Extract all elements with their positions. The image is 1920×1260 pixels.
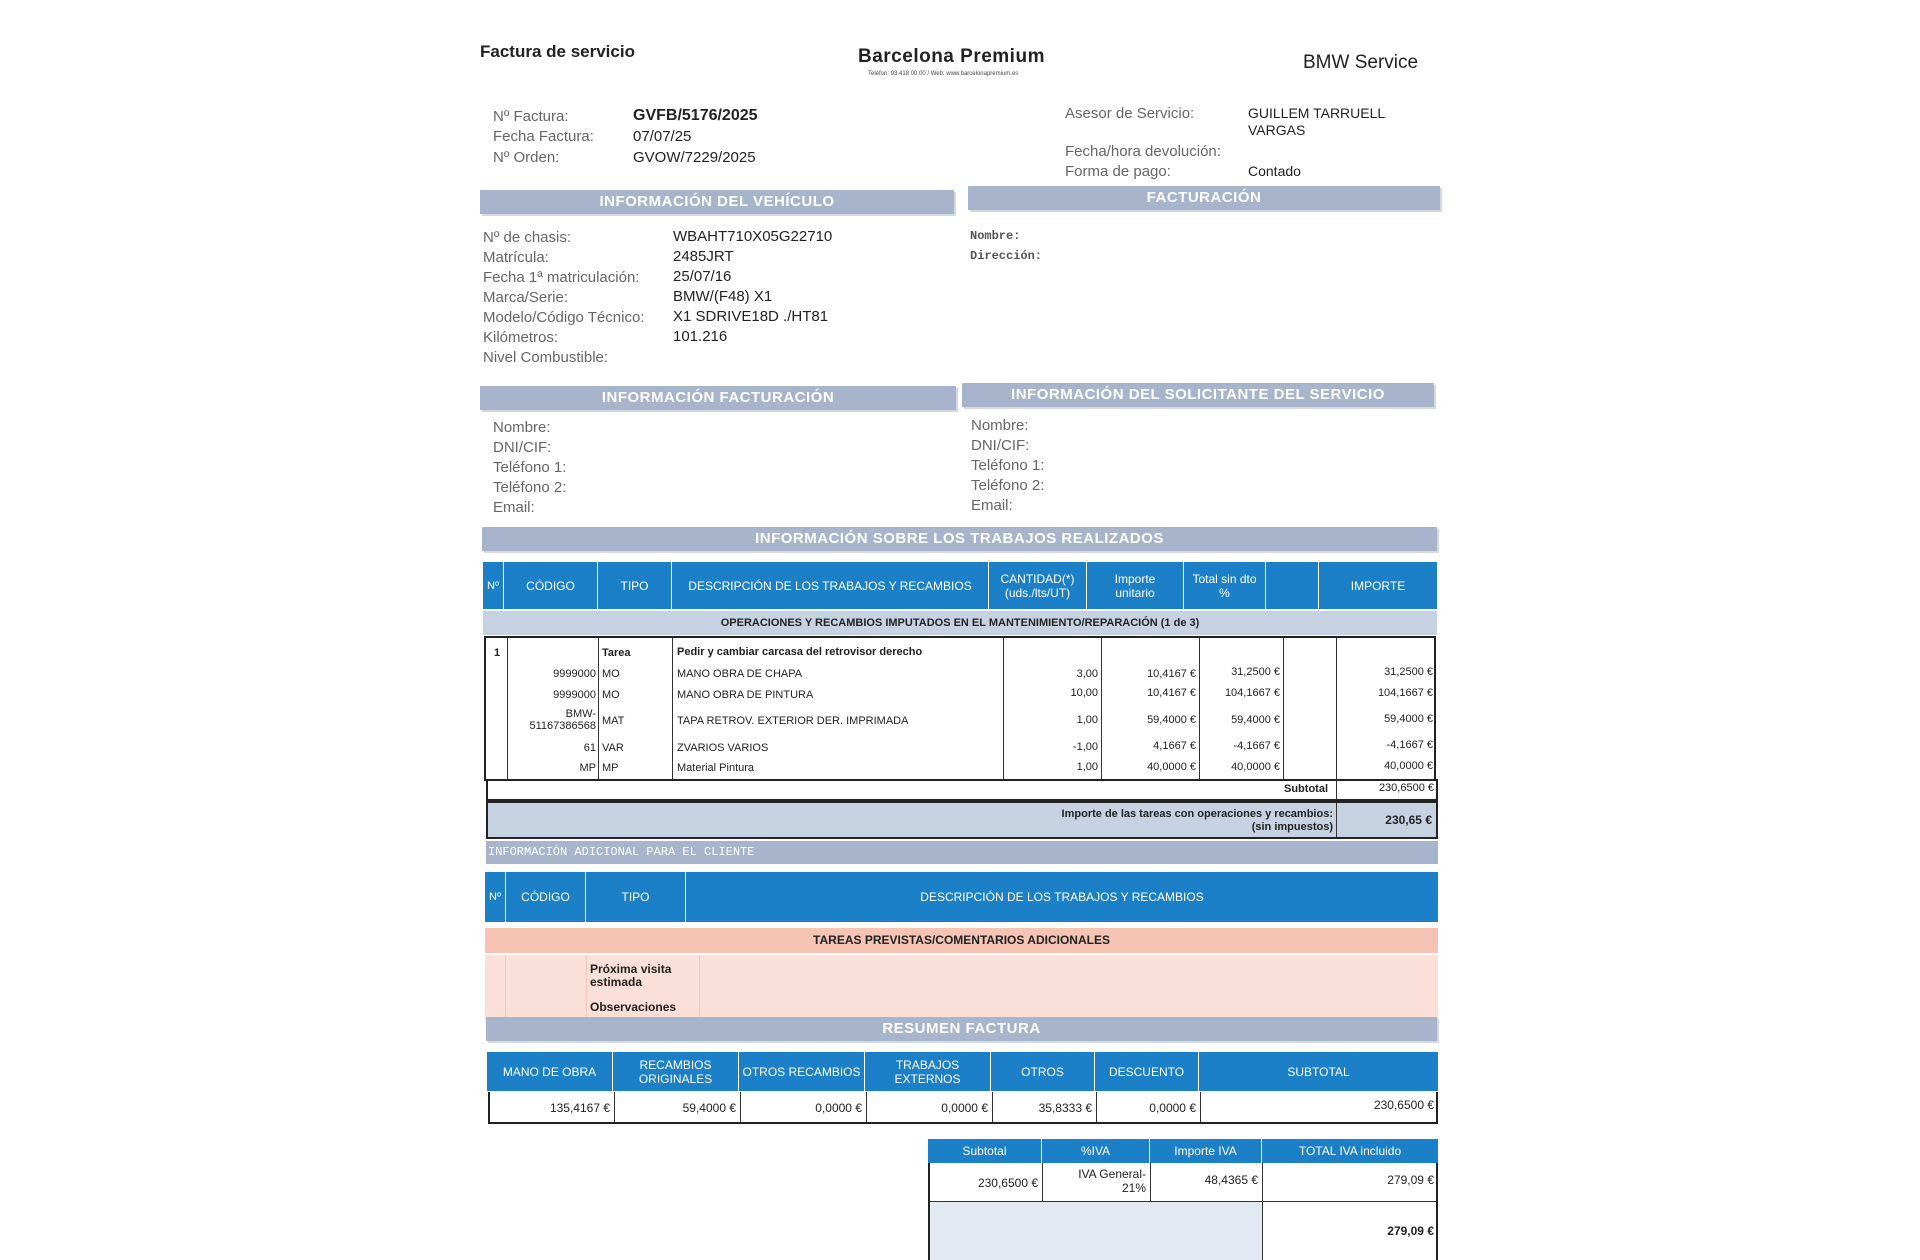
col-header-text: OTROS RECAMBIOS	[742, 1064, 861, 1079]
summary-original-parts: 59,4000 €	[682, 1101, 736, 1115]
next-visit-label-1: Próxima visita	[590, 962, 672, 976]
vehicle-value: 2485JRT	[673, 248, 734, 265]
col-header-text: TIPO	[620, 578, 649, 593]
vat-subtotal: 230,6500 €	[977, 1176, 1038, 1190]
line-code: 9999000	[553, 689, 596, 701]
summary-heading	[486, 1017, 1437, 1041]
line-total: 31,2500 €	[1231, 666, 1280, 678]
requester-label: Teléfono 1:	[971, 457, 1045, 474]
line-type: VAR	[602, 742, 624, 754]
col-header	[613, 1052, 739, 1091]
subtotal-label: Subtotal	[1284, 783, 1328, 795]
vat-table	[928, 1163, 1438, 1260]
summary-labor: 135,4167 €	[549, 1101, 610, 1115]
vehicle-value: X1 SDRIVE18D ./HT81	[673, 308, 829, 325]
line-description: MANO OBRA DE PINTURA	[677, 689, 814, 701]
observations-label: Observaciones	[590, 1000, 677, 1014]
summary-other: 35,8333 €	[1038, 1101, 1092, 1115]
billing-heading-text: FACTURACIÓN	[1146, 189, 1262, 206]
vehicle-label: Modelo/Código Técnico:	[483, 309, 645, 326]
col-header	[1042, 1139, 1150, 1163]
line-unit-price: 4,1667 €	[1153, 740, 1196, 752]
vat-rate-2: 21%	[1121, 1181, 1146, 1195]
line-quantity: 10,00	[1070, 687, 1098, 699]
vehicle-heading	[480, 190, 954, 214]
divider	[1150, 1163, 1151, 1201]
payment-method: Contado	[1248, 163, 1301, 179]
col-header-text: TIPO	[621, 890, 650, 904]
vehicle-label: Fecha 1ª matriculación:	[483, 269, 640, 286]
summary-discount: 0,0000 €	[1149, 1101, 1196, 1115]
advisor-label: Asesor de Servicio:	[1065, 105, 1195, 122]
task-number: 1	[494, 647, 501, 659]
line-amount: 59,4000 €	[1384, 713, 1433, 725]
vehicle-label: Kilómetros:	[483, 329, 559, 346]
col-header-text: Nº	[489, 891, 501, 903]
order-number: GVOW/7229/2025	[633, 149, 756, 166]
vehicle-label: Nº de chasis:	[483, 229, 572, 246]
divider	[740, 1092, 741, 1122]
vehicle-heading-text: INFORMACIÓN DEL VEHÍCULO	[599, 193, 835, 210]
line-total: -4,1667 €	[1233, 740, 1280, 752]
works-total-value: 230,65 €	[1385, 813, 1432, 827]
col-header-text: DESCRIPCIÓN DE LOS TRABAJOS Y RECAMBIOS	[920, 890, 1204, 904]
col-header	[598, 562, 672, 609]
summary-subtotal: 230,6500 €	[1373, 1098, 1434, 1112]
task-type: Tarea	[602, 647, 631, 659]
col-header	[1199, 1052, 1438, 1091]
line-amount: 31,2500 €	[1384, 666, 1433, 678]
billing-info-label: Teléfono 2:	[493, 479, 567, 496]
invoice-date-label: Fecha Factura:	[493, 128, 594, 145]
col-header	[1150, 1139, 1262, 1163]
order-number-label: Nº Orden:	[493, 149, 560, 166]
invoice-number: GVFB/5176/2025	[633, 107, 758, 124]
divider	[672, 638, 673, 779]
line-type: MP	[602, 762, 619, 774]
summary-table	[488, 1092, 1438, 1124]
line-code: 61	[583, 742, 596, 754]
col-header	[739, 1052, 865, 1091]
line-unit-price: 40,0000 €	[1147, 761, 1196, 773]
divider	[1262, 1163, 1263, 1260]
payment-label: Forma de pago:	[1065, 163, 1171, 180]
vehicle-value: WBAHT710X05G22710	[673, 228, 833, 245]
col-header	[1262, 1139, 1438, 1163]
line-description: MANO OBRA DE CHAPA	[677, 668, 803, 680]
requester-label: Teléfono 2:	[971, 477, 1045, 494]
line-type: MAT	[602, 715, 625, 727]
billing-name-label: Nombre:	[970, 229, 1021, 243]
subtotal-value: 230,6500 €	[1378, 782, 1434, 794]
summary-external: 0,0000 €	[941, 1101, 988, 1115]
line-code: 9999000	[553, 668, 596, 680]
divider	[699, 955, 700, 1021]
line-amount: 40,0000 €	[1384, 760, 1433, 772]
divider	[992, 1092, 993, 1122]
additional-heading	[486, 841, 1438, 864]
vat-rate-1: IVA General-	[1078, 1167, 1146, 1181]
divider	[598, 638, 599, 779]
divider	[586, 955, 587, 1021]
col-header-text: IMPORTE	[1350, 578, 1406, 593]
grand-total: 279,09 €	[1387, 1224, 1434, 1238]
brand-contact: Teléfon: 93 418 00 00 / Web: www.barcelonapremium.es	[868, 71, 1019, 77]
col-header	[865, 1052, 991, 1091]
line-type: MO	[602, 689, 620, 701]
col-header-text: OTROS	[1021, 1064, 1064, 1079]
works-table	[484, 636, 1436, 781]
line-total: 104,1667 €	[1224, 687, 1280, 699]
line-unit-price: 59,4000 €	[1147, 714, 1196, 726]
line-quantity: -1,00	[1072, 741, 1098, 753]
billing-info-label: DNI/CIF:	[493, 439, 552, 456]
billing-info-heading	[480, 386, 956, 410]
divider	[1336, 779, 1337, 799]
works-heading-text: INFORMACIÓN SOBRE LOS TRABAJOS REALIZADOS	[755, 530, 1164, 547]
works-section-label	[483, 611, 1437, 635]
billing-address-label: Dirección:	[970, 249, 1043, 263]
col-header	[506, 872, 586, 922]
vehicle-value: BMW/(F48) X1	[673, 288, 773, 305]
works-total-row	[486, 801, 1438, 839]
col-header	[1184, 562, 1266, 609]
col-header-text: Importe IVA	[1174, 1144, 1237, 1158]
billing-info-heading-text: INFORMACIÓN FACTURACIÓN	[601, 389, 835, 406]
col-header	[991, 1052, 1095, 1091]
col-header	[928, 1139, 1042, 1163]
planned-tasks-body	[485, 955, 1438, 1021]
col-header-text: CÓDIGO	[521, 890, 570, 904]
divider	[507, 638, 508, 779]
col-header	[487, 1052, 613, 1091]
col-header-text: TOTAL IVA incluido	[1298, 1144, 1402, 1158]
vehicle-value: 101.216	[673, 328, 728, 345]
invoice-number-label: Nº Factura:	[493, 108, 569, 125]
line-quantity: 1,00	[1076, 761, 1098, 773]
col-header-text: MANO DE OBRA	[502, 1064, 597, 1079]
works-heading	[482, 527, 1437, 551]
divider	[1199, 638, 1200, 779]
brand-logo: Barcelona Premium	[858, 46, 1045, 67]
additional-table-header	[485, 872, 1438, 922]
planned-tasks-header	[485, 928, 1438, 953]
summary-heading-text: RESUMEN FACTURA	[882, 1020, 1041, 1037]
vat-amount: 48,4365 €	[1204, 1173, 1258, 1187]
line-quantity: 3,00	[1076, 668, 1098, 680]
divider	[505, 955, 506, 1021]
divider	[930, 1201, 1436, 1202]
requester-label: Nombre:	[971, 417, 1029, 434]
col-header-text: DESCUENTO	[1108, 1064, 1185, 1079]
line-unit-price: 10,4167 €	[1147, 687, 1196, 699]
col-header-text: SUBTOTAL	[1287, 1064, 1350, 1079]
col-header-text: %IVA	[1080, 1144, 1111, 1158]
col-header	[586, 872, 686, 922]
requester-heading	[962, 383, 1434, 407]
vat-total: 279,09 €	[1387, 1173, 1434, 1187]
divider	[1003, 638, 1004, 779]
col-header	[989, 562, 1087, 609]
invoice-date: 07/07/25	[633, 128, 692, 145]
line-description: ZVARIOS VARIOS	[677, 742, 769, 754]
col-header-text: TRABAJOS EXTERNOS	[894, 1057, 961, 1086]
summary-other-parts: 0,0000 €	[815, 1101, 862, 1115]
billing-info-label: Nombre:	[493, 419, 551, 436]
line-description: Material Pintura	[677, 762, 755, 774]
col-header	[1087, 562, 1184, 609]
divider	[1096, 1092, 1097, 1122]
col-header-text: DESCRIPCIÓN DE LOS TRABAJOS Y RECAMBIOS	[688, 578, 972, 593]
col-header-text: CANTIDAD(*) (uds./lts/UT)	[1000, 571, 1075, 600]
col-header-text: Total sin dto %	[1192, 571, 1257, 600]
advisor-name-1: GUILLEM TARRUELL	[1248, 105, 1386, 121]
billing-info-label: Teléfono 1:	[493, 459, 567, 476]
line-amount: 104,1667 €	[1377, 687, 1433, 699]
return-date-label: Fecha/hora devolución:	[1065, 143, 1221, 160]
divider	[1200, 1092, 1201, 1122]
col-header-text: RECAMBIOS ORIGINALES	[638, 1057, 713, 1086]
col-header	[672, 562, 989, 609]
divider	[1336, 638, 1337, 779]
line-code: BMW- 51167386568	[529, 708, 596, 732]
divider	[614, 1092, 615, 1122]
vehicle-label: Marca/Serie:	[483, 289, 569, 306]
works-total-label-1: Importe de las tareas con operaciones y recambios:	[1061, 808, 1333, 820]
line-total: 40,0000 €	[1231, 761, 1280, 773]
col-header-text: CÓDIGO	[526, 578, 575, 593]
task-description: Pedir y cambiar carcasa del retrovisor derecho	[677, 646, 923, 658]
service-label: BMW Service	[1303, 52, 1419, 73]
col-header	[504, 562, 598, 609]
vat-table-header	[928, 1139, 1438, 1163]
col-header	[483, 562, 504, 609]
line-quantity: 1,00	[1076, 714, 1098, 726]
line-type: MO	[602, 668, 620, 680]
vehicle-label: Matrícula:	[483, 249, 549, 266]
billing-info-label: Email:	[493, 499, 535, 516]
additional-heading-text: INFORMACIÓN ADICIONAL PARA EL CLIENTE	[488, 845, 755, 859]
next-visit-label-2: estimada	[590, 975, 643, 989]
line-unit-price: 10,4167 €	[1147, 668, 1196, 680]
divider	[1101, 638, 1102, 779]
col-header	[1095, 1052, 1199, 1091]
col-header	[485, 872, 506, 922]
col-header	[686, 872, 1438, 922]
works-section-label-text: OPERACIONES Y RECAMBIOS IMPUTADOS EN EL MANTENIMIENTO/REPARACIÓN (1 de 3)	[720, 617, 1200, 629]
billing-heading	[968, 186, 1440, 210]
line-total: 59,4000 €	[1231, 714, 1280, 726]
divider	[1042, 1163, 1043, 1201]
vehicle-value: 25/07/16	[673, 268, 732, 285]
requester-label: Email:	[971, 497, 1013, 514]
document-title: Factura de servicio	[480, 42, 635, 61]
divider	[1283, 638, 1284, 779]
vat-total-background	[930, 1201, 1263, 1260]
line-amount: -4,1667 €	[1386, 739, 1433, 751]
requester-heading-text: INFORMACIÓN DEL SOLICITANTE DEL SERVICIO	[1011, 386, 1385, 403]
divider	[1336, 803, 1337, 837]
works-subtotal-row	[486, 779, 1438, 801]
col-header-text: Subtotal	[962, 1144, 1007, 1158]
vehicle-label: Nivel Combustible:	[483, 349, 609, 366]
works-table-header	[483, 562, 1437, 609]
works-total-label-2: (sin impuestos)	[1251, 821, 1333, 833]
planned-tasks-header-text: TAREAS PREVISTAS/COMENTARIOS ADICIONALES	[813, 933, 1110, 947]
col-header	[1319, 562, 1437, 609]
summary-table-header	[487, 1052, 1438, 1091]
requester-label: DNI/CIF:	[971, 437, 1030, 454]
col-header-text: Importe unitario	[1114, 571, 1156, 600]
col-header	[1266, 562, 1319, 609]
col-header-text: Nº	[487, 579, 499, 592]
line-description: TAPA RETROV. EXTERIOR DER. IMPRIMADA	[677, 715, 909, 727]
advisor-name-2: VARGAS	[1248, 122, 1306, 138]
divider	[866, 1092, 867, 1122]
line-code: MP	[579, 762, 596, 774]
